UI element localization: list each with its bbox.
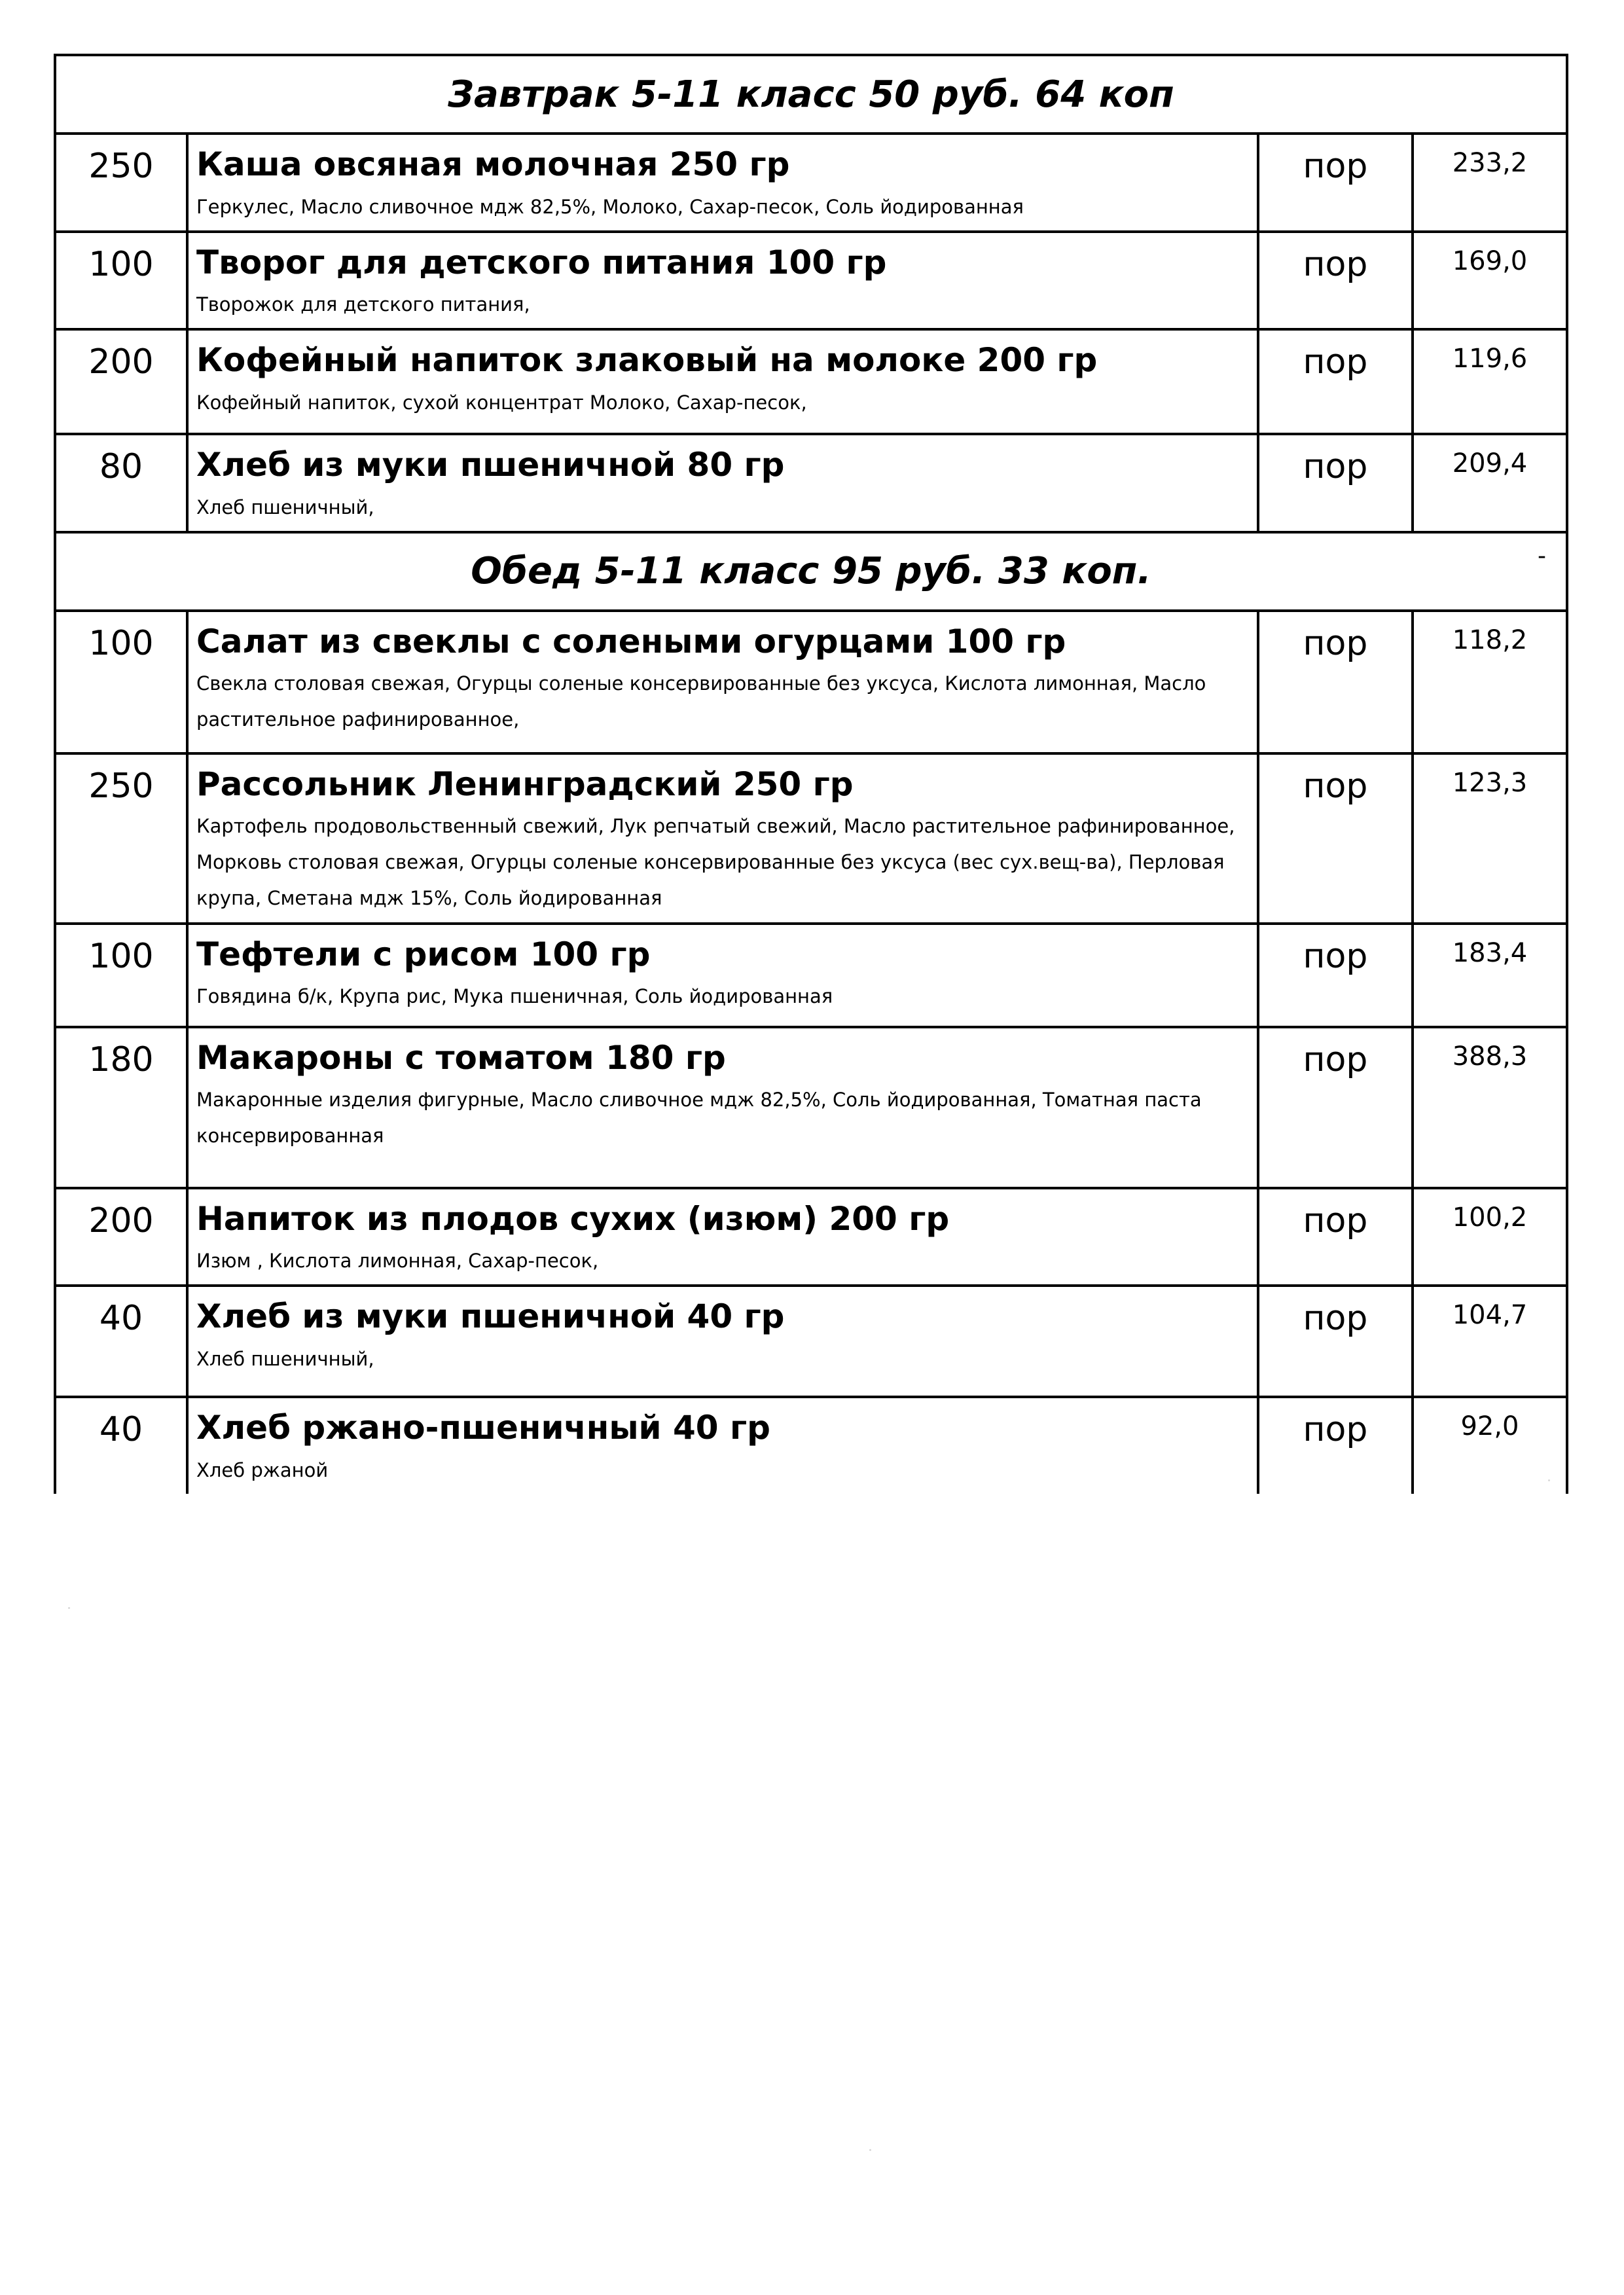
dish-ingredients: Кофейный напиток, сухой концентрат Молоко, Сахар-песок, — [196, 391, 807, 414]
table-row — [55, 753, 1567, 924]
unit-cell: пор — [1258, 232, 1413, 330]
weight-cell: 80 — [55, 434, 187, 532]
dish-cell — [187, 134, 1258, 232]
menu-sheet — [54, 54, 1568, 1494]
table-row — [55, 1027, 1567, 1188]
scan-speck — [68, 1607, 70, 1609]
unit-cell: пор — [1258, 329, 1413, 434]
table-row — [55, 329, 1567, 434]
dish-name: Макароны с томатом 180 гр — [196, 1038, 726, 1077]
unit-cell: пор — [1258, 1027, 1413, 1188]
unit-cell: пор — [1258, 1397, 1413, 1494]
dish-name: Салат из свеклы с солеными огурцами 100 гр — [196, 622, 1066, 660]
weight-cell: 40 — [55, 1397, 187, 1494]
kcal-cell: 183,4 — [1413, 924, 1567, 1027]
unit-cell: пор — [1258, 1286, 1413, 1397]
dish-cell — [187, 1286, 1258, 1397]
dish-ingredients: Свекла столовая свежая, Огурцы соленые консервированные без уксуса, Кислота лимонная, Масло растительное рафинированное, — [196, 672, 1206, 731]
table-row — [55, 134, 1567, 232]
kcal-cell: 119,6 — [1413, 329, 1567, 434]
dish-cell — [187, 329, 1258, 434]
dish-cell — [187, 1397, 1258, 1494]
weight-cell: 200 — [55, 329, 187, 434]
dish-name: Хлеб из муки пшеничной 80 гр — [196, 446, 785, 484]
dish-cell — [187, 924, 1258, 1027]
lunch-header-cell — [55, 532, 1567, 611]
unit-cell: пор — [1258, 134, 1413, 232]
table-row — [55, 924, 1567, 1027]
dish-name: Хлеб из муки пшеничной 40 гр — [196, 1297, 785, 1336]
dish-ingredients: Геркулес, Масло сливочное мдж 82,5%, Молоко, Сахар-песок, Соль йодированная — [196, 195, 1024, 218]
dish-name: Напиток из плодов сухих (изюм) 200 гр — [196, 1199, 950, 1238]
dish-ingredients: Картофель продовольственный свежий, Лук репчатый свежий, Масло растительное рафинированное, Морковь столовая свежая, Огурцы соленые консервированные без уксуса (вес сух.вещ-ва), Перловая крупа, Сметана мдж 15%, Соль йодированная — [196, 815, 1235, 910]
lunch-mark: - — [1538, 542, 1546, 569]
dish-name: Каша овсяная молочная 250 гр — [196, 145, 790, 183]
kcal-cell: 100,2 — [1413, 1188, 1567, 1286]
dish-cell — [187, 611, 1258, 753]
dish-name: Рассольник Ленинградский 250 гр — [196, 765, 854, 803]
lunch-title: Обед 5-11 класс 95 руб. 33 коп. — [471, 550, 1151, 593]
kcal-cell: 233,2 — [1413, 134, 1567, 232]
dish-name: Тефтели с рисом 100 гр — [196, 935, 651, 973]
kcal-cell: 123,3 — [1413, 753, 1567, 924]
table-row — [55, 1397, 1567, 1494]
table-row — [55, 1188, 1567, 1286]
scan-speck — [869, 2149, 871, 2151]
unit-cell: пор — [1258, 434, 1413, 532]
kcal-cell: 209,4 — [1413, 434, 1567, 532]
dish-ingredients: Хлеб ржаной — [196, 1458, 329, 1481]
kcal-cell: 169,0 — [1413, 232, 1567, 330]
weight-cell: 100 — [55, 611, 187, 753]
dish-cell — [187, 434, 1258, 532]
dish-name: Хлеб ржано-пшеничный 40 гр — [196, 1409, 770, 1447]
menu-table — [54, 54, 1568, 1494]
weight-cell: 100 — [55, 924, 187, 1027]
table-row — [55, 434, 1567, 532]
dish-ingredients: Творожок для детского питания, — [196, 293, 530, 316]
dish-ingredients: Изюм , Кислота лимонная, Сахар-песок, — [196, 1250, 599, 1273]
dish-cell — [187, 1027, 1258, 1188]
weight-cell: 40 — [55, 1286, 187, 1397]
dish-cell — [187, 1188, 1258, 1286]
table-row — [55, 1286, 1567, 1397]
dish-cell — [187, 753, 1258, 924]
dish-name: Кофейный напиток злаковый на молоке 200 гр — [196, 341, 1098, 380]
dish-cell — [187, 232, 1258, 330]
dish-ingredients: Хлеб пшеничный, — [196, 496, 374, 518]
scan-speck — [1548, 1479, 1550, 1481]
unit-cell: пор — [1258, 1188, 1413, 1286]
dish-ingredients: Хлеб пшеничный, — [196, 1347, 374, 1370]
table-row — [55, 232, 1567, 330]
weight-cell: 250 — [55, 753, 187, 924]
breakfast-title: Завтрак 5-11 класс 50 руб. 64 коп — [55, 55, 1567, 134]
unit-cell: пор — [1258, 611, 1413, 753]
weight-cell: 180 — [55, 1027, 187, 1188]
weight-cell: 200 — [55, 1188, 187, 1286]
lunch-header-row — [55, 532, 1567, 611]
weight-cell: 250 — [55, 134, 187, 232]
kcal-cell: 388,3 — [1413, 1027, 1567, 1188]
unit-cell: пор — [1258, 924, 1413, 1027]
dish-ingredients: Говядина б/к, Крупа рис, Мука пшеничная, Соль йодированная — [196, 985, 833, 1008]
dish-ingredients: Макаронные изделия фигурные, Масло сливочное мдж 82,5%, Соль йодированная, Томатная паста консервированная — [196, 1089, 1202, 1148]
kcal-cell: 92,0 — [1413, 1397, 1567, 1494]
unit-cell: пор — [1258, 753, 1413, 924]
kcal-cell: 118,2 — [1413, 611, 1567, 753]
kcal-cell: 104,7 — [1413, 1286, 1567, 1397]
weight-cell: 100 — [55, 232, 187, 330]
breakfast-header-row — [55, 55, 1567, 134]
table-row — [55, 611, 1567, 753]
dish-name: Творог для детского питания 100 гр — [196, 243, 887, 281]
